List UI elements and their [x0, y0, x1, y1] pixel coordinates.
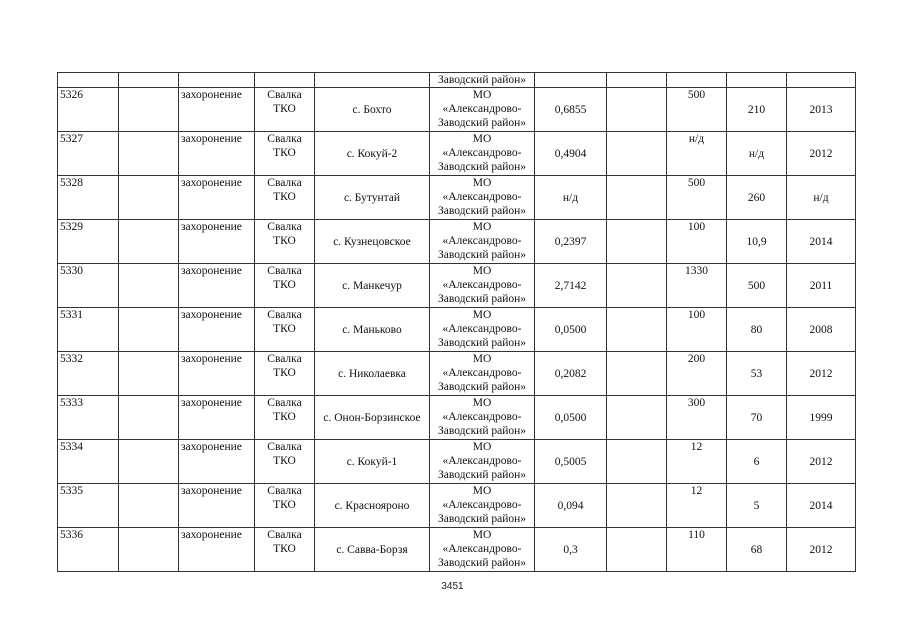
- object-type-line1: Свалка: [267, 485, 302, 497]
- cell-empty: [787, 73, 856, 88]
- cell-object-type: [255, 352, 315, 396]
- object-type-line1: Свалка: [267, 441, 302, 453]
- cell-municipality: [430, 352, 535, 396]
- mo-line1: МО: [472, 529, 492, 541]
- table-row: [58, 440, 856, 484]
- cell-empty: [119, 440, 179, 484]
- table-row: [58, 352, 856, 396]
- cell-year: [787, 352, 856, 396]
- table-row: [58, 132, 856, 176]
- cell-number: [58, 528, 119, 572]
- object-type-line2: ТКО: [273, 455, 296, 467]
- table-row: [58, 88, 856, 132]
- year-value: 2014: [809, 235, 833, 248]
- object-type-line2: ТКО: [273, 323, 296, 335]
- volume-value: 80: [750, 323, 763, 336]
- table-row: [58, 396, 856, 440]
- activity-text: захоронение: [181, 309, 242, 321]
- area-value: 0,0500: [554, 411, 587, 424]
- cell-object-type: [255, 484, 315, 528]
- cell-empty: [315, 73, 430, 88]
- capacity-value: 300: [687, 397, 706, 409]
- volume-value: 500: [747, 279, 766, 292]
- mo-line1: МО: [472, 309, 492, 321]
- location-text: с. Онон-Борзинское: [323, 411, 421, 424]
- cell-empty: [535, 73, 607, 88]
- cell-area: [535, 528, 607, 572]
- cell-year: [787, 308, 856, 352]
- year-value: 2011: [809, 279, 833, 292]
- cell-activity: [179, 484, 255, 528]
- cell-number: [58, 264, 119, 308]
- table-row: [58, 308, 856, 352]
- location-text: с. Краснояроно: [334, 499, 410, 512]
- cell-location: [315, 308, 430, 352]
- cell-empty: [119, 264, 179, 308]
- mo-line2: «Александрово-: [442, 147, 522, 159]
- cell-empty: [727, 73, 787, 88]
- cell-empty: [119, 484, 179, 528]
- record-number: 5326: [60, 89, 83, 101]
- activity-text: захоронение: [181, 353, 242, 365]
- location-text: с. Бутунтай: [343, 191, 401, 204]
- mo-line1: МО: [472, 353, 492, 365]
- cell-location: [315, 484, 430, 528]
- volume-value: 5: [753, 499, 760, 512]
- cell-empty: [119, 132, 179, 176]
- mo-line3: Заводский район»: [437, 205, 527, 217]
- capacity-value: 12: [690, 485, 703, 497]
- object-type-line2: ТКО: [273, 499, 296, 511]
- location-text: с. Николаевка: [338, 367, 406, 380]
- cell-number: [58, 484, 119, 528]
- table-row: [58, 484, 856, 528]
- cell-capacity: [667, 396, 727, 440]
- object-type-line1: Свалка: [267, 177, 302, 189]
- mo-line3: Заводский район»: [437, 513, 527, 525]
- cell-empty: [607, 484, 667, 528]
- year-value: 2012: [809, 367, 833, 380]
- object-type-line2: ТКО: [273, 411, 296, 423]
- cell-area: [535, 440, 607, 484]
- mo-line3: Заводский район»: [437, 249, 527, 261]
- cell-empty: [119, 176, 179, 220]
- object-type-line1: Свалка: [267, 89, 302, 101]
- cell-location: [315, 264, 430, 308]
- cell-number: [58, 440, 119, 484]
- cell-empty: [58, 73, 119, 88]
- cell-municipality: [430, 132, 535, 176]
- cell-year: [787, 88, 856, 132]
- volume-value: 210: [747, 103, 766, 116]
- cell-municipality: [430, 220, 535, 264]
- area-value: 0,4904: [554, 147, 587, 160]
- year-value: 2013: [809, 103, 833, 116]
- cell-year: [787, 396, 856, 440]
- area-value: 0,0500: [554, 323, 587, 336]
- cell-location: [315, 220, 430, 264]
- table-row: [58, 176, 856, 220]
- mo-line2: «Александрово-: [442, 279, 522, 291]
- cell-volume: [727, 440, 787, 484]
- cell-year: [787, 176, 856, 220]
- landfill-registry-table: [57, 72, 856, 572]
- activity-text: захоронение: [181, 177, 242, 189]
- cell-area: [535, 308, 607, 352]
- cell-volume: [727, 264, 787, 308]
- cell-empty: [607, 73, 667, 88]
- activity-text: захоронение: [181, 485, 242, 497]
- cell-volume: [727, 352, 787, 396]
- cell-empty: [119, 308, 179, 352]
- table-body: [58, 73, 856, 572]
- table-row: [58, 528, 856, 572]
- cell-activity: [179, 264, 255, 308]
- year-value: 2012: [809, 455, 833, 468]
- record-number: 5328: [60, 177, 83, 189]
- record-number: 5334: [60, 441, 83, 453]
- activity-text: захоронение: [181, 441, 242, 453]
- cell-empty: [607, 352, 667, 396]
- year-value: 1999: [809, 411, 833, 424]
- cell-municipality: [430, 88, 535, 132]
- table-row-continuation: [58, 73, 856, 88]
- cell-volume: [727, 88, 787, 132]
- cell-empty: [119, 73, 179, 88]
- cell-empty: [119, 396, 179, 440]
- area-value: 0,2082: [554, 367, 587, 380]
- cell-activity: [179, 132, 255, 176]
- cell-number: [58, 396, 119, 440]
- capacity-value: 500: [687, 89, 706, 101]
- cell-volume: [727, 484, 787, 528]
- cell-location: [315, 176, 430, 220]
- cell-empty: [119, 88, 179, 132]
- mo-line3: Заводский район»: [437, 337, 527, 349]
- cell-year: [787, 220, 856, 264]
- cell-location: [315, 132, 430, 176]
- object-type-line1: Свалка: [267, 309, 302, 321]
- table-row: [58, 220, 856, 264]
- volume-value: 6: [753, 455, 760, 468]
- cell-activity: [179, 176, 255, 220]
- cell-capacity: [667, 220, 727, 264]
- cell-empty: [607, 88, 667, 132]
- cell-activity: [179, 528, 255, 572]
- cell-activity: [179, 440, 255, 484]
- cell-number: [58, 352, 119, 396]
- cell-activity: [179, 396, 255, 440]
- cell-volume: [727, 132, 787, 176]
- location-text: с. Кокуй-1: [346, 455, 398, 468]
- mo-line1: МО: [472, 89, 492, 101]
- area-value: 0,2397: [554, 235, 587, 248]
- cell-empty: [607, 264, 667, 308]
- cell-object-type: [255, 396, 315, 440]
- location-text: с. Кузнецовское: [333, 235, 411, 248]
- cell-capacity: [667, 176, 727, 220]
- capacity-value: 1330: [685, 265, 708, 277]
- cell-municipality: [430, 484, 535, 528]
- cell-empty: [607, 132, 667, 176]
- record-number: 5327: [60, 133, 83, 145]
- object-type-line1: Свалка: [267, 353, 302, 365]
- cell-municipality: [430, 176, 535, 220]
- cell-empty: [119, 352, 179, 396]
- cell-year: [787, 528, 856, 572]
- mo-line3: Заводский район»: [437, 557, 527, 569]
- cell-capacity: [667, 352, 727, 396]
- mo-line2: «Александрово-: [442, 323, 522, 335]
- capacity-value: 100: [687, 221, 706, 233]
- location-text: с. Бохто: [352, 103, 392, 116]
- activity-text: захоронение: [181, 529, 242, 541]
- object-type-line2: ТКО: [273, 235, 296, 247]
- mo-line3: Заводский район»: [437, 161, 527, 173]
- cell-area: [535, 132, 607, 176]
- cell-activity: [179, 308, 255, 352]
- mo-line2: «Александрово-: [442, 411, 522, 423]
- page-number: 3451: [441, 581, 464, 592]
- volume-value: 10,9: [746, 235, 767, 248]
- object-type-line1: Свалка: [267, 529, 302, 541]
- cell-number: [58, 88, 119, 132]
- object-type-line1: Свалка: [267, 221, 302, 233]
- cell-municipality: [430, 308, 535, 352]
- cell-empty: [607, 528, 667, 572]
- cell-number: [58, 220, 119, 264]
- cell-area: [535, 484, 607, 528]
- cell-empty: [607, 396, 667, 440]
- cell-number: [58, 132, 119, 176]
- activity-text: захоронение: [181, 265, 242, 277]
- record-number: 5335: [60, 485, 83, 497]
- cell-area: [535, 264, 607, 308]
- cell-volume: [727, 308, 787, 352]
- mo-line1: МО: [472, 441, 492, 453]
- cell-object-type: [255, 264, 315, 308]
- cell-object-type: [255, 440, 315, 484]
- record-number: 5329: [60, 221, 83, 233]
- cell-object-type: [255, 132, 315, 176]
- cell-capacity: [667, 440, 727, 484]
- cell-capacity: [667, 308, 727, 352]
- cell-activity: [179, 88, 255, 132]
- cell-object-type: [255, 220, 315, 264]
- cell-municipality: [430, 528, 535, 572]
- cell-capacity: [667, 528, 727, 572]
- area-value: н/д: [562, 191, 579, 204]
- record-number: 5331: [60, 309, 83, 321]
- object-type-line2: ТКО: [273, 279, 296, 291]
- activity-text: захоронение: [181, 221, 242, 233]
- cell-volume: [727, 396, 787, 440]
- location-text: с. Маньково: [342, 323, 402, 336]
- object-type-line1: Свалка: [267, 397, 302, 409]
- volume-value: 68: [750, 543, 763, 556]
- mo-line2: «Александрово-: [442, 543, 522, 555]
- object-type-line2: ТКО: [273, 147, 296, 159]
- cell-empty: [607, 220, 667, 264]
- mo-line1: МО: [472, 221, 492, 233]
- cell-location: [315, 440, 430, 484]
- cell-empty: [179, 73, 255, 88]
- mo-line3: Заводский район»: [437, 293, 527, 305]
- cell-location: [315, 528, 430, 572]
- activity-text: захоронение: [181, 133, 242, 145]
- capacity-value: 110: [688, 529, 705, 541]
- mo-line2: «Александрово-: [442, 103, 522, 115]
- mo-line2: «Александрово-: [442, 367, 522, 379]
- capacity-value: 500: [687, 177, 706, 189]
- cell-area: [535, 220, 607, 264]
- mo-line2: «Александрово-: [442, 235, 522, 247]
- mo-line1: МО: [472, 265, 492, 277]
- cell-empty: [119, 220, 179, 264]
- cell-number: [58, 308, 119, 352]
- volume-value: 70: [750, 411, 763, 424]
- activity-text: захоронение: [181, 89, 242, 101]
- year-value: 2014: [809, 499, 833, 512]
- cell-municipality: [430, 396, 535, 440]
- cell-empty: [607, 176, 667, 220]
- record-number: 5336: [60, 529, 83, 541]
- location-text: с. Манкечур: [342, 279, 402, 292]
- mo-line3: Заводский район»: [437, 117, 527, 129]
- cell-activity: [179, 220, 255, 264]
- capacity-value: 12: [690, 441, 703, 453]
- cell-object-type: [255, 88, 315, 132]
- cell-volume: [727, 176, 787, 220]
- cell-area: [535, 88, 607, 132]
- cell-capacity: [667, 132, 727, 176]
- object-type-line1: Свалка: [267, 133, 302, 145]
- capacity-value: 200: [687, 353, 706, 365]
- cell-location: [315, 396, 430, 440]
- cell-volume: [727, 220, 787, 264]
- mo-line2: «Александрово-: [442, 191, 522, 203]
- year-value: н/д: [813, 191, 829, 204]
- year-value: 2012: [809, 543, 833, 556]
- cell-mo-continuation: [430, 73, 535, 88]
- mo-line3: Заводский район»: [437, 425, 527, 437]
- cell-empty: [667, 73, 727, 88]
- cell-year: [787, 440, 856, 484]
- location-text: с. Кокуй-2: [346, 147, 398, 160]
- record-number: 5330: [60, 265, 83, 277]
- object-type-line2: ТКО: [273, 191, 296, 203]
- volume-value: 53: [750, 367, 763, 380]
- record-number: 5332: [60, 353, 83, 365]
- object-type-line2: ТКО: [273, 543, 296, 555]
- cell-capacity: [667, 264, 727, 308]
- cell-location: [315, 88, 430, 132]
- area-value: 0,094: [557, 499, 584, 512]
- mo-tail-text: Заводский район»: [437, 74, 527, 86]
- cell-capacity: [667, 484, 727, 528]
- cell-object-type: [255, 176, 315, 220]
- area-value: 0,6855: [554, 103, 587, 116]
- record-number: 5333: [60, 397, 83, 409]
- activity-text: захоронение: [181, 397, 242, 409]
- cell-municipality: [430, 440, 535, 484]
- cell-area: [535, 176, 607, 220]
- cell-volume: [727, 528, 787, 572]
- volume-value: 260: [747, 191, 766, 204]
- cell-area: [535, 396, 607, 440]
- area-value: 2,7142: [554, 279, 587, 292]
- cell-object-type: [255, 308, 315, 352]
- mo-line1: МО: [472, 397, 492, 409]
- cell-year: [787, 484, 856, 528]
- area-value: 0,3: [563, 543, 578, 556]
- mo-line3: Заводский район»: [437, 381, 527, 393]
- mo-line2: «Александрово-: [442, 499, 522, 511]
- mo-line1: МО: [472, 133, 492, 145]
- cell-object-type: [255, 528, 315, 572]
- cell-year: [787, 132, 856, 176]
- cell-empty: [255, 73, 315, 88]
- capacity-value: 100: [687, 309, 706, 321]
- mo-line1: МО: [472, 177, 492, 189]
- cell-empty: [607, 308, 667, 352]
- volume-value: н/д: [748, 147, 765, 160]
- table-row: [58, 264, 856, 308]
- mo-line3: Заводский район»: [437, 469, 527, 481]
- cell-number: [58, 176, 119, 220]
- cell-year: [787, 264, 856, 308]
- cell-capacity: [667, 88, 727, 132]
- capacity-value: н/д: [688, 133, 705, 145]
- year-value: 2008: [809, 323, 833, 336]
- cell-location: [315, 352, 430, 396]
- mo-line1: МО: [472, 485, 492, 497]
- cell-empty: [119, 528, 179, 572]
- cell-municipality: [430, 264, 535, 308]
- cell-activity: [179, 352, 255, 396]
- area-value: 0,5005: [554, 455, 587, 468]
- year-value: 2012: [809, 147, 833, 160]
- cell-empty: [607, 440, 667, 484]
- object-type-line2: ТКО: [273, 367, 296, 379]
- object-type-line2: ТКО: [273, 103, 296, 115]
- object-type-line1: Свалка: [267, 265, 302, 277]
- location-text: с. Савва-Борзя: [336, 543, 408, 556]
- cell-area: [535, 352, 607, 396]
- mo-line2: «Александрово-: [442, 455, 522, 467]
